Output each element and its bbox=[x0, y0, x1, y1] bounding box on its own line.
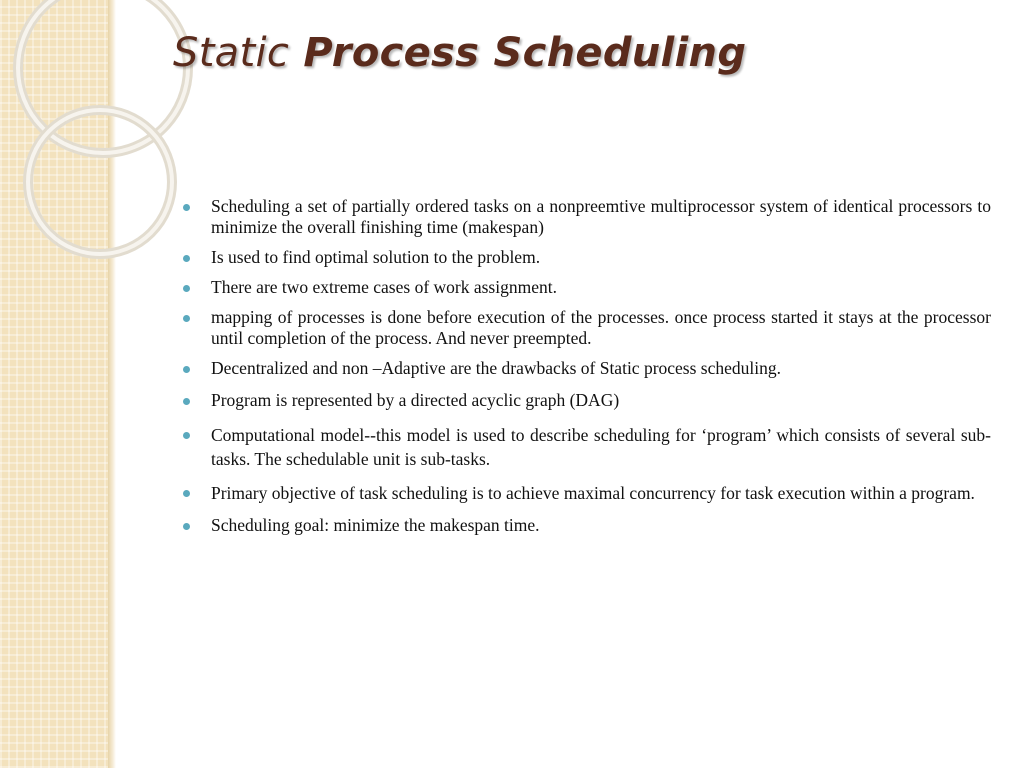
bullet-dot-icon bbox=[183, 285, 190, 292]
bullet-item bbox=[183, 307, 991, 349]
bullet-text: Decentralized and non –Adaptive are the drawbacks of Static process scheduling. bbox=[211, 358, 781, 378]
bullet-item bbox=[183, 390, 991, 411]
decorative-rings bbox=[0, 0, 200, 300]
bullet-dot-icon bbox=[183, 366, 190, 373]
decorative-ring-bottom-highlight bbox=[28, 110, 172, 254]
bullet-item bbox=[183, 247, 991, 268]
slide-title-bold: Process Scheduling bbox=[303, 30, 747, 76]
slide-title-regular: Static bbox=[173, 30, 290, 76]
bullet-item bbox=[183, 515, 991, 536]
bullet-text: Scheduling a set of partially ordered tasks on a nonpreemtive multiprocessor system of identical processors to minimize the overall finishing time (makespan) bbox=[211, 196, 991, 237]
bullet-text: Scheduling goal: minimize the makespan time. bbox=[211, 515, 540, 535]
bullet-text: mapping of processes is done before execution of the processes. once process started it stays at the processor until completion of the process. And never preempted. bbox=[211, 307, 991, 348]
bullet-list bbox=[183, 196, 991, 536]
bullet-item bbox=[183, 481, 991, 505]
bullet-dot-icon bbox=[183, 523, 190, 530]
bullet-text: Primary objective of task scheduling is to achieve maximal concurrency for task execution within a program. bbox=[211, 483, 975, 503]
bullet-text: Program is represented by a directed acyclic graph (DAG) bbox=[211, 390, 620, 410]
bullet-text: Computational model--this model is used to describe scheduling for ‘program’ which consists of several sub-tasks. The schedulable unit is sub-tasks. bbox=[211, 425, 991, 469]
bullet-item bbox=[183, 196, 991, 238]
bullet-dot-icon bbox=[183, 204, 190, 211]
slide-title bbox=[173, 30, 746, 76]
bullet-text: There are two extreme cases of work assignment. bbox=[211, 277, 557, 297]
bullet-item bbox=[183, 423, 991, 471]
bullet-dot-icon bbox=[183, 315, 190, 322]
bullet-dot-icon bbox=[183, 398, 190, 405]
bullet-dot-icon bbox=[183, 255, 190, 262]
bullet-dot-icon bbox=[183, 490, 190, 497]
bullet-dot-icon bbox=[183, 432, 190, 439]
bullet-item bbox=[183, 358, 991, 379]
bullet-item bbox=[183, 277, 991, 298]
bullet-text: Is used to find optimal solution to the problem. bbox=[211, 247, 541, 267]
